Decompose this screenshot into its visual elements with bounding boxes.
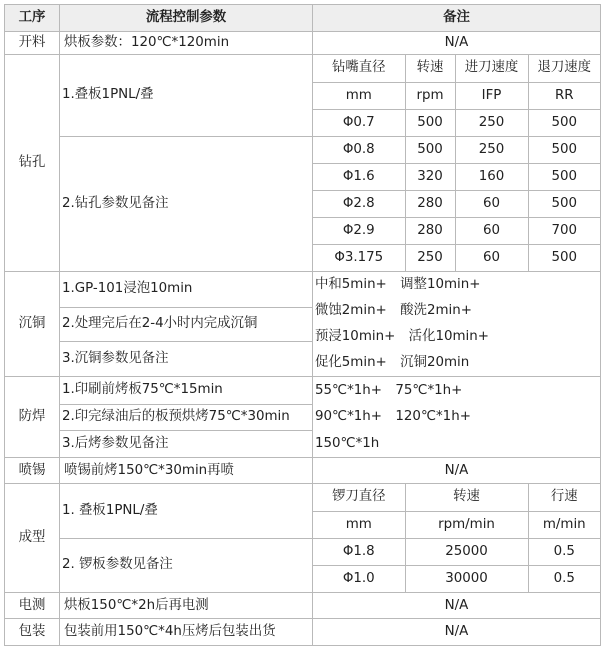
routing-unit: mm	[313, 511, 405, 538]
process-params: 烘板参数：120℃*120min	[60, 32, 313, 55]
drill-cell: 500	[528, 190, 600, 217]
param-line: 1.印刷前烤板75℃*15min	[60, 377, 312, 404]
note-line: 55℃*1h+ 75℃*1h+	[315, 382, 463, 398]
routing-cell: 30000	[405, 565, 528, 592]
drill-cell: 250	[455, 109, 528, 136]
table-row	[5, 593, 601, 619]
process-params: 喷锡前烤150℃*30min再喷	[60, 458, 313, 484]
process-params: 包装前用150℃*4h压烤后包装出货	[60, 619, 313, 646]
drill-unit: rpm	[405, 82, 455, 109]
process-name: 包装	[5, 619, 60, 646]
drill-cell: 280	[405, 217, 455, 244]
header-process: 工序	[5, 5, 60, 32]
note-line: 促化5min+ 沉铜20min	[315, 355, 470, 370]
drill-cell: 500	[405, 136, 455, 163]
param-line: 2. 锣板参数见备注	[62, 557, 173, 573]
drill-cell: 500	[528, 136, 600, 163]
routing-cell: 0.5	[528, 538, 600, 565]
drill-cell: 60	[455, 190, 528, 217]
param-line: 2.印完绿油后的板预烘烤75℃*30min	[60, 404, 312, 430]
drill-cell: 500	[528, 163, 600, 190]
drill-cell: 700	[528, 217, 600, 244]
drill-cell: 250	[405, 244, 455, 271]
routing-unit: m/min	[528, 511, 600, 538]
process-name: 钻孔	[5, 55, 60, 272]
drill-unit: IFP	[455, 82, 528, 109]
process-name: 电测	[5, 593, 60, 619]
param-line: 3.沉铜参数见备注	[62, 350, 169, 366]
drill-parameters-table	[313, 55, 601, 272]
process-name: 沉铜	[5, 272, 60, 377]
drill-cell: Φ2.9	[313, 217, 405, 244]
table-header-row	[5, 5, 601, 32]
process-name: 开料	[5, 32, 60, 55]
table-row	[5, 272, 601, 377]
drill-cell: 160	[455, 163, 528, 190]
header-notes: 备注	[313, 5, 601, 32]
drill-cell: 250	[455, 136, 528, 163]
routing-unit: rpm/min	[405, 511, 528, 538]
process-note: N/A	[313, 619, 601, 646]
process-name: 成型	[5, 484, 60, 593]
routing-header: 锣刀直径	[313, 484, 405, 511]
drill-cell: Φ1.6	[313, 163, 405, 190]
drill-cell: 320	[405, 163, 455, 190]
table-row	[5, 619, 601, 646]
process-control-table	[4, 4, 601, 646]
process-note: N/A	[313, 32, 601, 55]
drill-cell: Φ2.8	[313, 190, 405, 217]
drill-cell: Φ3.175	[313, 244, 405, 271]
table-row	[5, 458, 601, 484]
routing-cell: Φ1.8	[313, 538, 405, 565]
param-line: 3.后烤参数见备注	[62, 435, 169, 451]
process-name: 喷锡	[5, 458, 60, 484]
routing-header: 行速	[528, 484, 600, 511]
process-name: 防焊	[5, 377, 60, 458]
process-params	[60, 484, 313, 593]
drill-header: 钻嘴直径	[313, 55, 405, 82]
process-note	[313, 377, 601, 458]
drill-header: 转速	[405, 55, 455, 82]
table-row	[5, 32, 601, 55]
param-line: 2.钻孔参数见备注	[62, 195, 169, 211]
note-line: 90℃*1h+ 120℃*1h+	[315, 409, 471, 424]
process-params	[60, 377, 313, 458]
note-line: 微蚀2min+ 酸洗2min+	[315, 303, 472, 318]
routing-header: 转速	[405, 484, 528, 511]
drill-cell: 60	[455, 244, 528, 271]
drill-cell: 500	[405, 109, 455, 136]
table-row	[5, 484, 601, 593]
drill-cell: 500	[551, 249, 578, 265]
process-note	[313, 272, 601, 377]
drill-unit: mm	[313, 82, 405, 109]
drill-cell: 280	[405, 190, 455, 217]
header-params: 流程控制参数	[60, 5, 313, 32]
param-line: 1. 叠板1PNL/叠	[60, 484, 312, 538]
process-params	[60, 272, 313, 377]
drill-header: 退刀速度	[528, 55, 600, 82]
routing-parameters-table	[313, 484, 601, 593]
table-row	[5, 377, 601, 458]
note-line: 150℃*1h	[315, 435, 380, 451]
drill-cell: 60	[455, 217, 528, 244]
drill-cell: Φ0.7	[313, 109, 405, 136]
drill-unit: RR	[528, 82, 600, 109]
routing-cell: 0.5	[553, 570, 575, 586]
process-params	[60, 55, 313, 272]
param-line: 1.叠板1PNL/叠	[60, 55, 312, 136]
routing-cell: Φ1.0	[313, 565, 405, 592]
process-note: N/A	[313, 593, 601, 619]
param-line: 2.处理完后在2-4小时内完成沉铜	[60, 307, 312, 341]
drill-cell: 500	[528, 109, 600, 136]
process-params: 烘板150℃*2h后再电测	[60, 593, 313, 619]
note-line: 中和5min+ 调整10min+	[315, 277, 481, 292]
drill-header: 进刀速度	[455, 55, 528, 82]
process-note: N/A	[313, 458, 601, 484]
param-line: 1.GP-101浸泡10min	[60, 272, 312, 307]
table-row	[5, 55, 601, 272]
drill-cell: Φ0.8	[313, 136, 405, 163]
routing-cell: 25000	[405, 538, 528, 565]
note-line: 预浸10min+ 活化10min+	[315, 329, 489, 344]
